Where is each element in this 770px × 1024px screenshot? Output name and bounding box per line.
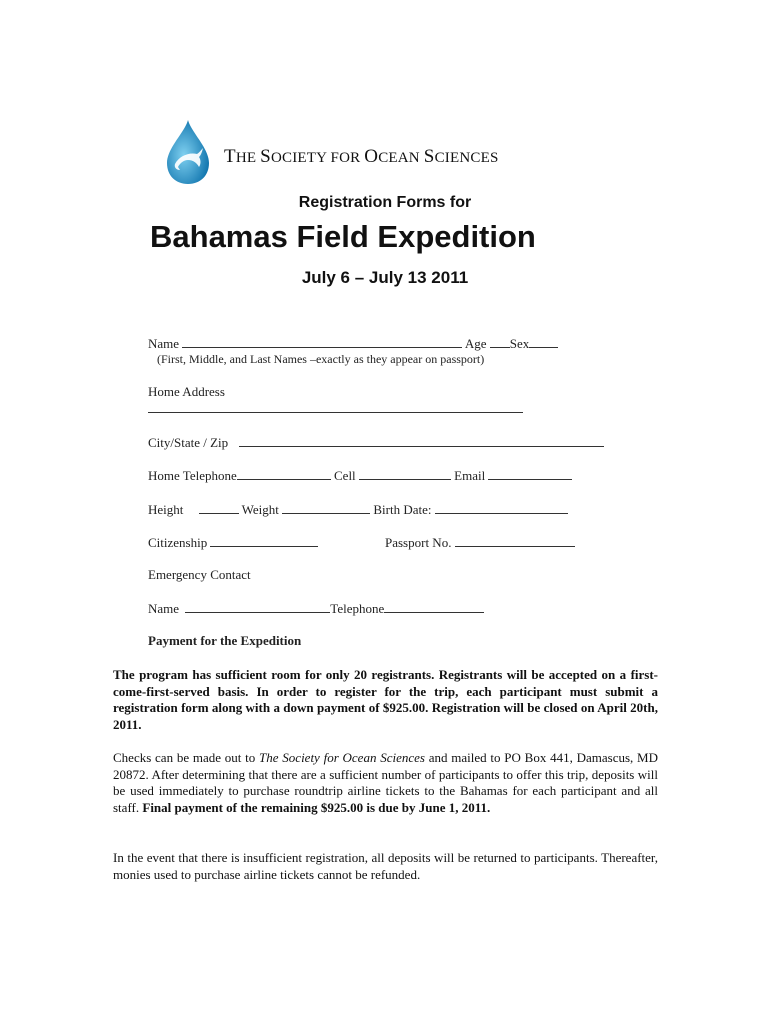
name-row	[148, 335, 558, 352]
citizenship-field[interactable]	[210, 534, 318, 547]
name-hint: (First, Middle, and Last Names –exactly as they appear on passport)	[157, 352, 485, 366]
emergency-name-label: Name	[148, 601, 180, 616]
home-telephone-field[interactable]	[237, 467, 331, 480]
organization-name: THE SOCIETY FOR OCEAN SCIENCES	[224, 146, 499, 167]
city-state-zip-label: City/State / Zip	[148, 435, 229, 450]
city-state-zip-row	[148, 434, 604, 451]
final-payment-note: Final payment of the remaining $925.00 is due by June 1, 2011.	[142, 799, 491, 815]
page-title: Bahamas Field Expedition	[150, 219, 536, 254]
name-field[interactable]	[182, 335, 462, 348]
home-address-label: Home Address	[148, 384, 225, 399]
payment-heading: Payment for the Expedition	[148, 633, 302, 648]
passport-label: Passport No.	[385, 535, 452, 550]
emergency-telephone-field[interactable]	[384, 600, 484, 613]
citizenship-row	[148, 534, 318, 551]
home-telephone-label: Home Telephone	[148, 468, 237, 483]
emergency-row	[148, 600, 484, 617]
passport-field[interactable]	[455, 534, 575, 547]
citizenship-label: Citizenship	[148, 535, 208, 550]
weight-label: Weight	[241, 502, 279, 517]
physical-row	[148, 501, 568, 518]
cell-label: Cell	[334, 468, 356, 483]
age-label: Age	[464, 336, 487, 351]
emergency-name-field[interactable]	[185, 600, 330, 613]
weight-field[interactable]	[282, 501, 370, 514]
refund-info-paragraph: In the event that there is insufficient registration, all deposits will be returned to participants. Thereafter, monies used to purchase airline tickets cannot be refunded.	[113, 850, 658, 882]
name-label: Name	[148, 336, 180, 351]
form-subtitle: Registration Forms for	[298, 194, 472, 211]
passport-row	[385, 534, 575, 551]
payment-info-paragraph: Checks can be made out to The Society for Ocean Sciences and mailed to PO Box 441, Damascus, MD 20872. After determining that there are a sufficient number of participants to offer this trip, deposits will be used immediately to purchase roundtrip airline tickets to the Bahamas for each participant and all staff. Final payment of the remaining $925.00 is due by June 1, 2011.	[113, 750, 658, 815]
expedition-dates: July 6 – July 13 2011	[301, 268, 469, 287]
contact-row	[148, 467, 572, 484]
age-field[interactable]	[490, 335, 510, 348]
registration-info-paragraph: The program has sufficient room for only 20 registrants. Registrants will be accepted on a first-come-first-served basis. In order to register for the trip, each participant must submit a registration form along with a down payment of $925.00. Registration will be closed on April 20th, 2011.	[113, 667, 658, 732]
emergency-telephone-label: Telephone	[330, 601, 385, 616]
emergency-contact-label: Emergency Contact	[148, 567, 251, 582]
sex-label: Sex	[509, 336, 530, 351]
email-field[interactable]	[488, 467, 572, 480]
height-field[interactable]	[199, 501, 239, 514]
city-state-zip-field[interactable]	[239, 434, 604, 447]
email-label: Email	[454, 468, 486, 483]
cell-field[interactable]	[359, 467, 451, 480]
home-address-row	[148, 400, 523, 417]
water-drop-dolphin-icon	[163, 118, 213, 186]
birth-date-field[interactable]	[435, 501, 568, 514]
height-label: Height	[148, 502, 184, 517]
sex-field[interactable]	[529, 335, 558, 348]
home-address-field[interactable]	[148, 400, 523, 413]
birth-date-label: Birth Date:	[373, 502, 432, 517]
organization-name-italic: The Society for Ocean Sciences	[259, 750, 425, 765]
